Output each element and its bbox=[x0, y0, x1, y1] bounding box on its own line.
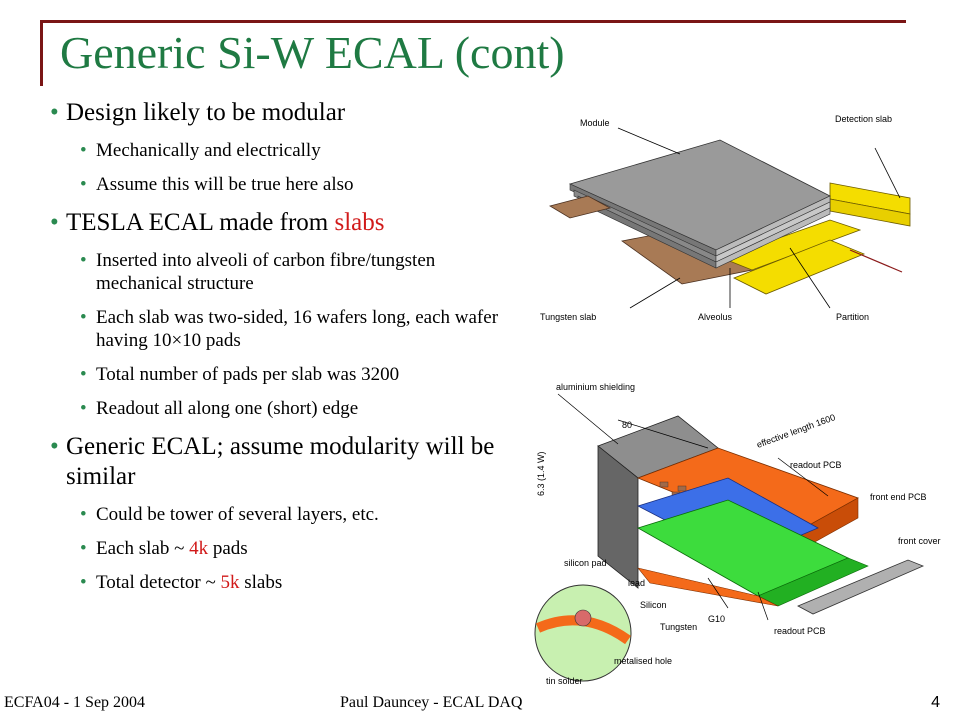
bullet-1-sub-1 bbox=[80, 139, 540, 162]
label-tin-solder: tin solder bbox=[546, 676, 583, 686]
label-aluminium-shielding: aluminium shielding bbox=[556, 382, 636, 392]
bullet-3-sub-3 bbox=[80, 571, 540, 594]
label-front-end-pcb: front end PCB bbox=[870, 492, 927, 502]
bullet-dot: • bbox=[80, 398, 87, 419]
bullet-2-sub-1 bbox=[80, 249, 501, 295]
bullet-list bbox=[50, 98, 540, 594]
bullet-3-sub-2-highlight: 4k bbox=[189, 538, 209, 559]
slab-diagram bbox=[528, 378, 953, 690]
bullet-2-sub-2 bbox=[80, 306, 501, 352]
label-thickness: 6.3 (1.4 W) bbox=[536, 451, 546, 496]
slab-diagram-svg bbox=[528, 378, 953, 690]
bullet-dot: • bbox=[80, 307, 87, 328]
module-diagram-svg bbox=[530, 108, 930, 326]
bullet-2-text-highlight: slabs bbox=[334, 209, 385, 236]
label-partition: Partition bbox=[836, 312, 870, 322]
module-diagram bbox=[530, 108, 930, 326]
label-lead: lead bbox=[628, 578, 646, 588]
bullet-2-sub-4-text: Readout all along one (short) edge bbox=[96, 398, 359, 419]
page-number: 4 bbox=[931, 694, 940, 711]
bullet-2-sub-1-text: Inserted into alveoli of carbon fibre/tungsten mechanical structure bbox=[96, 250, 436, 294]
bullet-dot: • bbox=[50, 209, 59, 236]
label-dim-80: 80 bbox=[622, 420, 633, 430]
bullet-1-sub-1-text: Mechanically and electrically bbox=[96, 140, 321, 161]
bullet-1-sub-2 bbox=[80, 173, 540, 196]
label-readout-pcb-bottom: readout PCB bbox=[774, 626, 826, 636]
label-metalised-hole: metalised hole bbox=[614, 656, 673, 666]
bullet-1-sub-2-text: Assume this will be true here also bbox=[96, 174, 354, 195]
bullet-3 bbox=[50, 432, 526, 492]
bullet-dot: • bbox=[80, 504, 87, 525]
bullet-1-text: Design likely to be modular bbox=[66, 99, 346, 126]
chip bbox=[660, 482, 668, 487]
bullet-3-sub-2 bbox=[80, 537, 540, 560]
title-frame-left bbox=[40, 20, 43, 86]
bullet-3-sub-3-pre: Total detector ~ bbox=[96, 572, 221, 593]
footer-event: ECFA04 - 1 Sep 2004 bbox=[4, 694, 146, 711]
bullet-2-sub-2-text: Each slab was two-sided, 16 wafers long, each wafer having 10×10 pads bbox=[96, 307, 499, 351]
bullet-dot: • bbox=[50, 99, 59, 126]
label-g10: G10 bbox=[708, 614, 726, 624]
chip bbox=[678, 486, 686, 491]
bullet-2 bbox=[50, 208, 540, 238]
label-silicon: Silicon bbox=[640, 600, 667, 610]
label-tungsten-slab: Tungsten slab bbox=[540, 312, 597, 322]
bullet-2-sub-3-text: Total number of pads per slab was 3200 bbox=[96, 364, 400, 385]
label-detection-slab: Detection slab bbox=[835, 114, 893, 124]
bullet-3-text: Generic ECAL; assume modularity will be similar bbox=[66, 433, 495, 490]
label-tungsten: Tungsten bbox=[660, 622, 698, 632]
bullet-dot: • bbox=[80, 364, 87, 385]
bullet-3-sub-3-post: slabs bbox=[239, 572, 283, 593]
bullet-3-sub-2-pre: Each slab ~ bbox=[96, 538, 190, 559]
bullet-dot: • bbox=[80, 174, 87, 195]
footer-author: Paul Dauncey - ECAL DAQ bbox=[340, 694, 523, 711]
bullet-dot: • bbox=[80, 572, 87, 593]
bullet-dot: • bbox=[50, 433, 59, 460]
label-front-cover: front cover bbox=[898, 536, 941, 546]
bullet-2-text-pre: TESLA ECAL made from bbox=[66, 209, 335, 236]
bullet-2-sub-3 bbox=[80, 363, 540, 386]
bullet-1 bbox=[50, 98, 540, 128]
label-readout-pcb-top: readout PCB bbox=[790, 460, 842, 470]
label-module: Module bbox=[580, 118, 610, 128]
label-effective-length: effective length 1600 bbox=[755, 412, 837, 450]
slide-title: Generic Si-W ECAL (cont) bbox=[60, 27, 565, 78]
bullet-dot: • bbox=[80, 140, 87, 161]
bullet-dot: • bbox=[80, 538, 87, 559]
bullet-3-sub-3-highlight: 5k bbox=[220, 572, 240, 593]
bullet-3-sub-1-text: Could be tower of several layers, etc. bbox=[96, 504, 379, 525]
bullet-2-sub-4 bbox=[80, 397, 540, 420]
title-frame-top bbox=[40, 20, 906, 23]
bullet-dot: • bbox=[80, 250, 87, 271]
label-silicon-pad: silicon pad bbox=[564, 558, 607, 568]
label-alveolus: Alveolus bbox=[698, 312, 733, 322]
bullet-3-sub-1 bbox=[80, 503, 540, 526]
bullet-3-sub-2-post: pads bbox=[208, 538, 248, 559]
